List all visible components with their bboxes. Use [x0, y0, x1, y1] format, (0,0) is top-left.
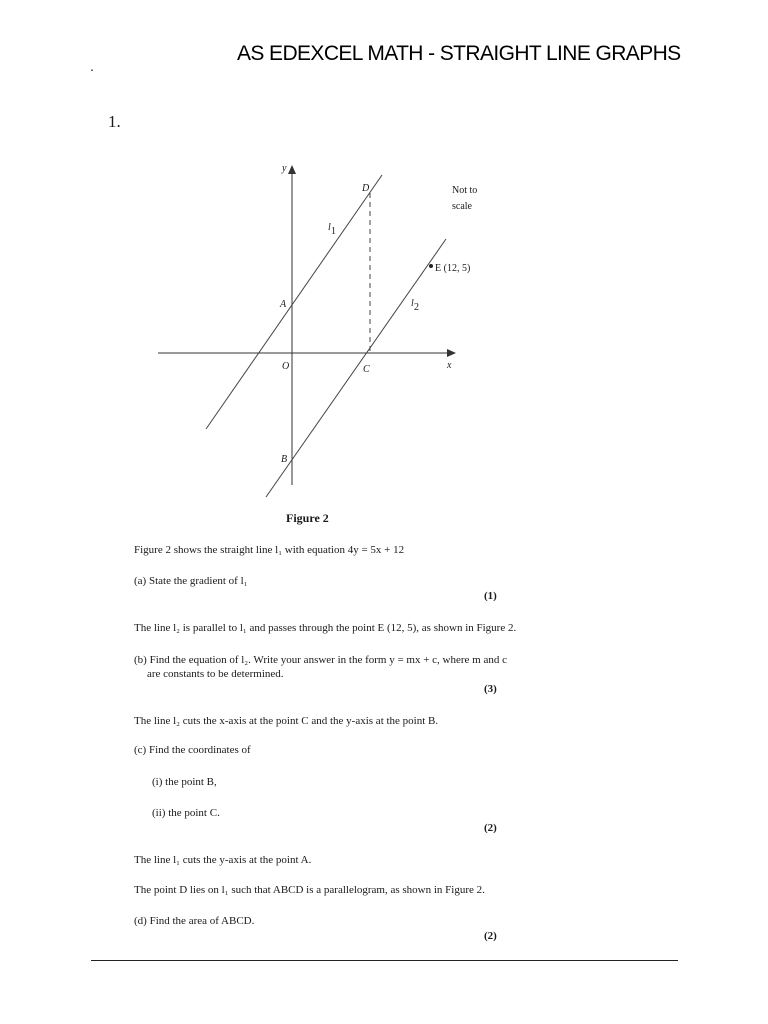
part-c-ii-text: (ii) the point C. [152, 807, 220, 819]
question-number: 1. [108, 112, 121, 131]
question-intro: Figure 2 shows the straight line l₁ with equation 4y = 5x + 12 [134, 544, 405, 556]
part-d-marks: (2) [484, 930, 497, 942]
x-axis-arrow [447, 349, 456, 357]
y-axis-label: y [282, 163, 287, 174]
line-l1 [206, 175, 382, 429]
point-e-label: E (12, 5) [435, 263, 471, 274]
line-l1-label: l [328, 222, 331, 233]
not-to-scale-line1: Not to [452, 185, 478, 196]
y-axis-arrow [288, 165, 296, 174]
line2-description: The line l₂ is parallel to l₁ and passes through the point E (12, 5), as shown in Figure 2. [134, 622, 517, 634]
l2-cuts-description: The line l₂ cuts the x-axis at the point C and the y-axis at the point B. [134, 715, 439, 727]
point-d-label: D [362, 183, 370, 194]
footer-rule [91, 960, 678, 961]
part-d-text: (d) Find the area of ABCD. [134, 915, 255, 927]
x-axis-label: x [447, 360, 452, 371]
part-c-text: (c) Find the coordinates of [134, 744, 251, 756]
figure-diagram [150, 155, 480, 510]
page-title: AS EDEXCEL MATH - STRAIGHT LINE GRAPHS [237, 42, 681, 65]
point-e [429, 264, 433, 268]
part-b-marks: (3) [484, 683, 497, 695]
figure-2 [150, 155, 480, 510]
line-l2-label: l [411, 298, 414, 309]
part-a-marks: (1) [484, 590, 497, 602]
part-a-text: (a) State the gradient of l₁ [134, 575, 248, 587]
point-a-label: A [280, 299, 287, 310]
part-c-marks: (2) [484, 822, 497, 834]
part-c-i-text: (i) the point B, [152, 776, 217, 788]
point-c-label: C [363, 364, 370, 375]
line-l2 [266, 239, 446, 497]
l1-cuts-description: The line l₁ cuts the y-axis at the point A. [134, 854, 312, 866]
figure-caption: Figure 2 [286, 511, 329, 525]
part-b-text-line1: (b) Find the equation of l₂. Write your answer in the form y = mx + c, where m and c [134, 654, 508, 666]
point-d-description: The point D lies on l₁ such that ABCD is a parallelogram, as shown in Figure 2. [134, 884, 485, 896]
line-l1-subscript: 1 [331, 226, 336, 237]
point-b-label: B [281, 454, 288, 465]
line-l2-subscript: 2 [414, 302, 419, 313]
page-dot: . [90, 58, 94, 74]
origin-label: O [282, 361, 290, 372]
part-b-text-line2: are constants to be determined. [147, 668, 284, 680]
not-to-scale-line2: scale [452, 201, 472, 212]
